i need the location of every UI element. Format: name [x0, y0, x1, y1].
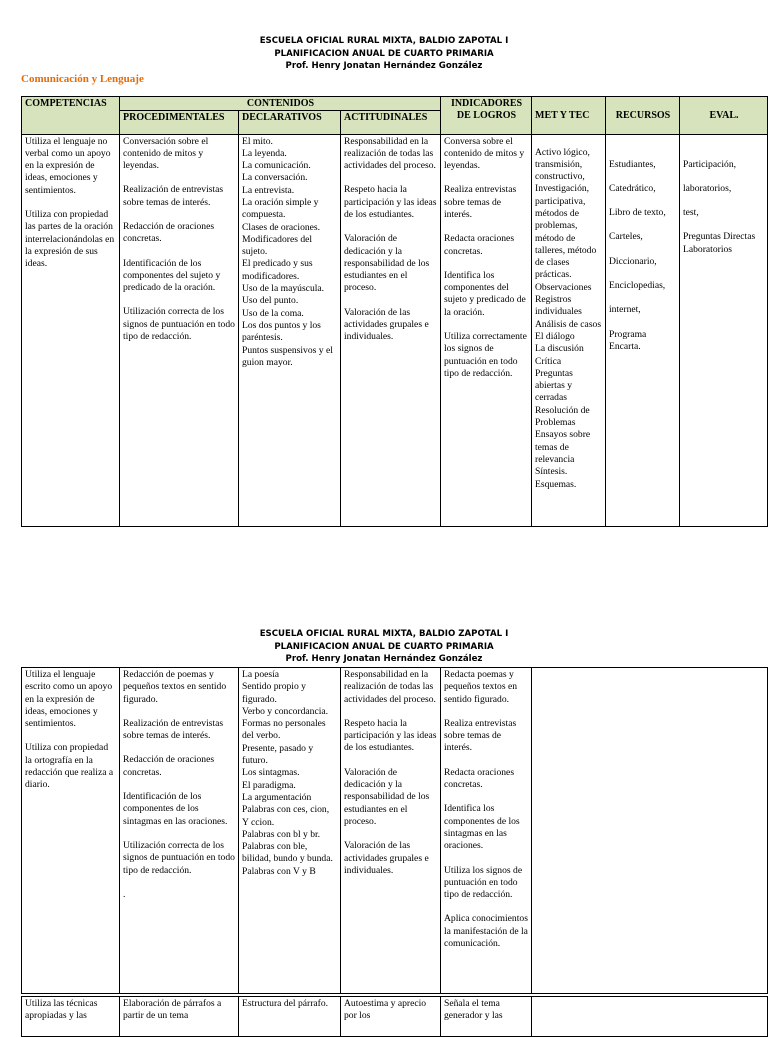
text-item: Participación,	[683, 158, 737, 170]
cell-eval	[680, 134, 768, 526]
planning-table-1	[21, 96, 768, 527]
text-paragraph: Realiza entrevistas sobre temas de interés.	[444, 184, 517, 220]
text-item: Catedrático,	[609, 182, 656, 194]
text-item: Diccionario,	[609, 255, 657, 267]
header-indicadores: INDICADORES DE LOGROS	[441, 97, 532, 135]
cell-actitudinales	[341, 668, 441, 994]
text-paragraph: Realiza entrevistas sobre temas de interés.	[444, 717, 517, 754]
plan-title: PLANIFICACION ANUAL DE CUARTO PRIMARIA	[274, 48, 494, 59]
text-paragraph: Utiliza con propiedad las partes de la oración interrelacionándolas en la expresión de sus ideas.	[25, 208, 115, 270]
text-item: Enciclopedias,	[609, 279, 666, 291]
text-paragraph: Respeto hacia la participación y las ideas de los estudiantes.	[344, 717, 437, 754]
cell-procedimentales: Elaboración de párrafos a partir de un tema	[120, 997, 239, 1037]
text-paragraph: Identifica los componentes de los sintagmas en las oraciones.	[444, 803, 520, 852]
cell-actitudinales: Autoestima y aprecio por los	[341, 997, 441, 1037]
text-paragraph: Utiliza con propiedad la ortografía en la redacción que realiza a diario.	[25, 742, 114, 791]
text-paragraph: Realización de entrevistas sobre temas de interés.	[123, 717, 224, 742]
document-header-2	[0, 628, 768, 666]
text-paragraph: Identifica los componentes del sujeto y predicado de la oración.	[444, 269, 526, 318]
plan-title: PLANIFICACION ANUAL DE CUARTO PRIMARIA	[274, 641, 494, 652]
text-paragraph: Redacción de poemas y pequeños textos en sentido figurado.	[123, 669, 227, 705]
text-paragraph: Responsabilidad en la realización de todas las actividades del proceso.	[344, 135, 436, 172]
text-paragraph: Identificación de los componentes del sujeto y predicado de la oración.	[123, 257, 221, 294]
text-item: Programa Encarta.	[609, 328, 647, 352]
text-paragraph: Redacción de oraciones concretas.	[123, 220, 215, 245]
cell-recursos	[606, 134, 680, 526]
text-paragraph: .	[123, 888, 126, 900]
cell-procedimentales	[120, 668, 239, 994]
cell-empty	[532, 668, 768, 994]
text-paragraph: Valoración de dedicación y la responsabilidad de los estudiantes en el proceso.	[344, 766, 430, 827]
cell-declarativos: La poesía Sentido propio y figurado. Verbo y concordancia. Formas no personales del verbo. Presente, pasado y futuro. Los sintagmas. El paradigma. La argumentación Palabras con ces, cion, Y ccion. Palabras con bl y br. Palabras con ble, bilidad, bundo y bunda. Palabras con V y B	[239, 668, 341, 994]
text-paragraph: Utiliza los signos de puntuación en todo tipo de redacción.	[444, 864, 523, 901]
header-eval: EVAL.	[680, 97, 768, 135]
text-paragraph: Redacción de oraciones concretas.	[123, 754, 215, 778]
text-item: laboratorios,	[683, 182, 732, 194]
cell-competencias: Utiliza las técnicas apropiadas y las	[22, 997, 120, 1037]
text-paragraph: Respeto hacia la participación y las ideas de los estudiantes.	[344, 184, 437, 220]
text-paragraph: Valoración de las actividades grupales e individuales.	[344, 840, 429, 876]
text-paragraph: Identificación de los componentes de los sintagmas en las oraciones.	[123, 791, 228, 827]
text-paragraph: Utiliza el lenguaje no verbal como un apoyo en la expresión de ideas, emociones y sentimientos.	[25, 135, 111, 196]
school-name: ESCUELA OFICIAL RURAL MIXTA, BALDIO ZAPOTAL I	[259, 629, 509, 639]
text-paragraph: Valoración de dedicación y la responsabilidad de los estudiantes en el proceso.	[344, 233, 430, 294]
text-paragraph: Conversa sobre el contenido de mitos y leyendas.	[444, 135, 525, 172]
cell-competencias	[22, 134, 120, 526]
header-contenidos: CONTENIDOS	[120, 97, 441, 111]
cell-actitudinales	[341, 134, 441, 526]
cell-empty	[532, 997, 768, 1037]
cell-indicadores	[441, 134, 532, 526]
header-met-tec: MET Y TEC	[532, 97, 606, 135]
cell-procedimentales	[120, 134, 239, 526]
header-actitudinales: ACTITUDINALES	[341, 110, 441, 134]
text-item: Preguntas Directas	[683, 231, 756, 243]
text-paragraph: Utiliza correctamente los signos de puntuación en todo tipo de redacción.	[444, 331, 527, 379]
cell-indicadores	[441, 668, 532, 994]
text-paragraph: Valoración de las actividades grupales e individuales.	[344, 306, 429, 343]
header-procedimentales: PROCEDIMENTALES	[120, 110, 239, 134]
cell-competencias	[22, 668, 120, 994]
teacher-name: Prof. Henry Jonatan Hernández González	[285, 61, 483, 71]
text-paragraph: Utilización correcta de los signos de puntuación en todo tipo de redacción.	[123, 306, 235, 343]
text-paragraph: Aplica conocimientos la manifestación de la comunicación.	[444, 913, 528, 950]
header-competencias: COMPETENCIAS	[22, 97, 120, 135]
text-item: internet,	[609, 304, 641, 316]
teacher-name: Prof. Henry Jonatan Hernández González	[285, 654, 483, 664]
header-declarativos: DECLARATIVOS	[239, 110, 341, 134]
text-item: test,	[683, 207, 699, 219]
cell-declarativos: Estructura del párrafo.	[239, 997, 341, 1037]
text-paragraph: Redacta oraciones concretas.	[444, 233, 515, 257]
subject-title: Comunicación y Lenguaje	[21, 73, 144, 85]
cell-met-tec: Activo lógico, transmisión, constructivo, Investigación, participativa, métodos de problemas, método de talleres, método de clases prácticas. Observaciones Registros individuales Análisis de casos El diálogo La discusión Crítica Preguntas abiertas y cerradas Resolución de Problemas Ensayos sobre temas de relevancia Síntesis. Esquemas.	[532, 134, 606, 526]
text-paragraph: Responsabilidad en la realización de todas las actividades del proceso.	[344, 669, 436, 705]
header-recursos: RECURSOS	[606, 97, 680, 135]
document-header-1	[0, 35, 768, 73]
text-item: Laboratorios	[683, 243, 733, 255]
text-paragraph: Utiliza el lenguaje escrito como un apoyo en la expresión de ideas, emociones y sentimientos.	[25, 669, 113, 730]
text-paragraph: Redacta poemas y pequeños textos en sentido figurado.	[444, 669, 518, 705]
cell-declarativos: El mito. La leyenda. La comunicación. La conversación. La entrevista. La oración simple y compuesta. Clases de oraciones. Modificadores del sujeto. El predicado y sus modificadores. Uso de la mayúscula. Uso del punto. Uso de la coma. Los dos puntos y los paréntesis. Puntos suspensivos y el guion mayor.	[239, 134, 341, 526]
cell-indicadores: Señala el tema generador y las	[441, 997, 532, 1037]
text-paragraph: Utilización correcta de los signos de puntuación en todo tipo de redacción.	[123, 839, 235, 876]
planning-table-2	[21, 667, 768, 994]
text-paragraph: Redacta oraciones concretas.	[444, 766, 515, 791]
school-name: ESCUELA OFICIAL RURAL MIXTA, BALDIO ZAPOTAL I	[259, 36, 509, 46]
text-item: Libro de texto,	[609, 207, 666, 219]
planning-table-3	[21, 996, 768, 1037]
text-item: Carteles,	[609, 231, 643, 243]
text-item: Estudiantes,	[609, 158, 656, 170]
text-paragraph: Realización de entrevistas sobre temas de interés.	[123, 184, 224, 208]
text-paragraph: Conversación sobre el contenido de mitos y leyendas.	[123, 135, 209, 172]
